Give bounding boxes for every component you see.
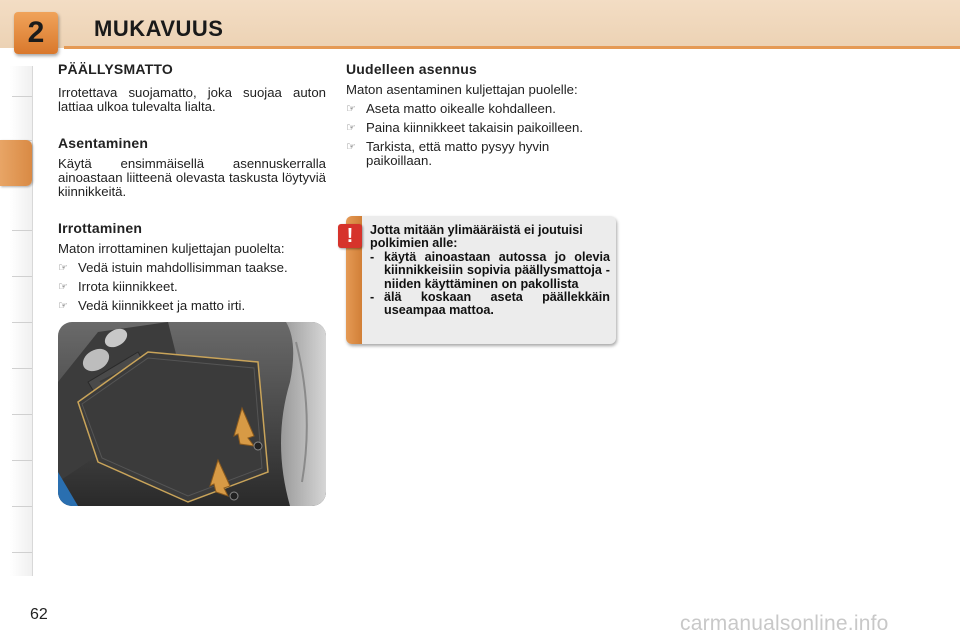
side-tab[interactable]: [12, 230, 32, 231]
list-item-text: Irrota kiinnikkeet.: [78, 279, 178, 294]
list-item: [346, 121, 616, 135]
warning-item-text: älä koskaan aseta päällekkäin useampaa mattoa.: [384, 290, 610, 318]
pointing-hand-icon: ☞: [58, 281, 68, 293]
pointing-hand-icon: ☞: [346, 141, 356, 153]
pointing-hand-icon: ☞: [346, 122, 356, 134]
reinstall-heading: Uudelleen asennus: [346, 61, 477, 77]
chapter-title: MUKAVUUS: [94, 16, 224, 41]
page-number: 62: [30, 606, 48, 623]
list-item: [58, 299, 326, 313]
side-tab[interactable]: [12, 506, 32, 507]
chapter-badge: 2: [14, 12, 58, 54]
side-tab[interactable]: [12, 552, 32, 553]
side-tab-index: [0, 66, 34, 576]
warning-lead: Jotta mitään ylimääräistä ei joutuisi polkimien alle:: [370, 223, 583, 251]
install-heading: Asentaminen: [58, 135, 149, 151]
warning-item: - älä koskaan aseta päällekkäin useampaa mattoa.: [370, 290, 610, 318]
side-tab[interactable]: [12, 96, 32, 97]
list-item-text: Vedä kiinnikkeet ja matto irti.: [78, 298, 246, 313]
pointing-hand-icon: ☞: [346, 103, 356, 115]
warning-item: - käytä ainoastaan autossa jo olevia kiinnikkeisiin sopivia päällysmattoja - niiden käyttäminen on pakollista: [370, 249, 610, 291]
warning-text: [370, 224, 610, 318]
side-tab[interactable]: [12, 460, 32, 461]
list-item-text: Tarkista, että matto pysyy hyvin paikoillaan.: [366, 139, 550, 168]
remove-heading: Irrottaminen: [58, 220, 143, 236]
intro-paragraph: Irrotettava suojamatto, joka suojaa auton lattiaa ulkoa tulevalta lialta.: [58, 85, 326, 114]
list-item: [58, 261, 326, 275]
pointing-hand-icon: ☞: [58, 300, 68, 312]
watermark: carmanualsonline.info: [680, 612, 889, 635]
middle-column: [346, 62, 616, 168]
list-item: [346, 102, 616, 116]
warning-item-text: käytä ainoastaan autossa jo olevia kiinnikkeisiin sopivia päällysmattoja - niiden käyttäminen on pakollista: [384, 249, 610, 291]
list-item-text: Aseta matto oikealle kohdalleen.: [366, 101, 556, 116]
side-tab[interactable]: [12, 322, 32, 323]
exclamation-icon: !: [338, 224, 362, 248]
list-item-text: Vedä istuin mahdollisimman taakse.: [78, 260, 288, 275]
section-title: PÄÄLLYSMATTO: [58, 61, 173, 77]
floor-mat-image: [58, 322, 326, 506]
install-paragraph: Käytä ensimmäisellä asennuskerralla ainoastaan liitteenä olevasta taskusta löytyviä kiinnikkeitä.: [58, 156, 326, 199]
warning-box: [346, 216, 616, 344]
list-item: [58, 280, 326, 294]
reinstall-intro: Maton asentaminen kuljettajan puolelle:: [346, 82, 578, 97]
side-tab[interactable]: [12, 414, 32, 415]
remove-intro: Maton irrottaminen kuljettajan puolelta:: [58, 241, 285, 256]
floor-mat-illustration: [58, 322, 326, 506]
side-tab[interactable]: [12, 276, 32, 277]
pointing-hand-icon: ☞: [58, 262, 68, 274]
header-rule: [64, 46, 960, 49]
list-item: [346, 140, 616, 168]
side-tab-active[interactable]: [0, 140, 32, 186]
left-column: [58, 62, 326, 313]
side-tab[interactable]: [12, 368, 32, 369]
list-item-text: Paina kiinnikkeet takaisin paikoilleen.: [366, 120, 583, 135]
